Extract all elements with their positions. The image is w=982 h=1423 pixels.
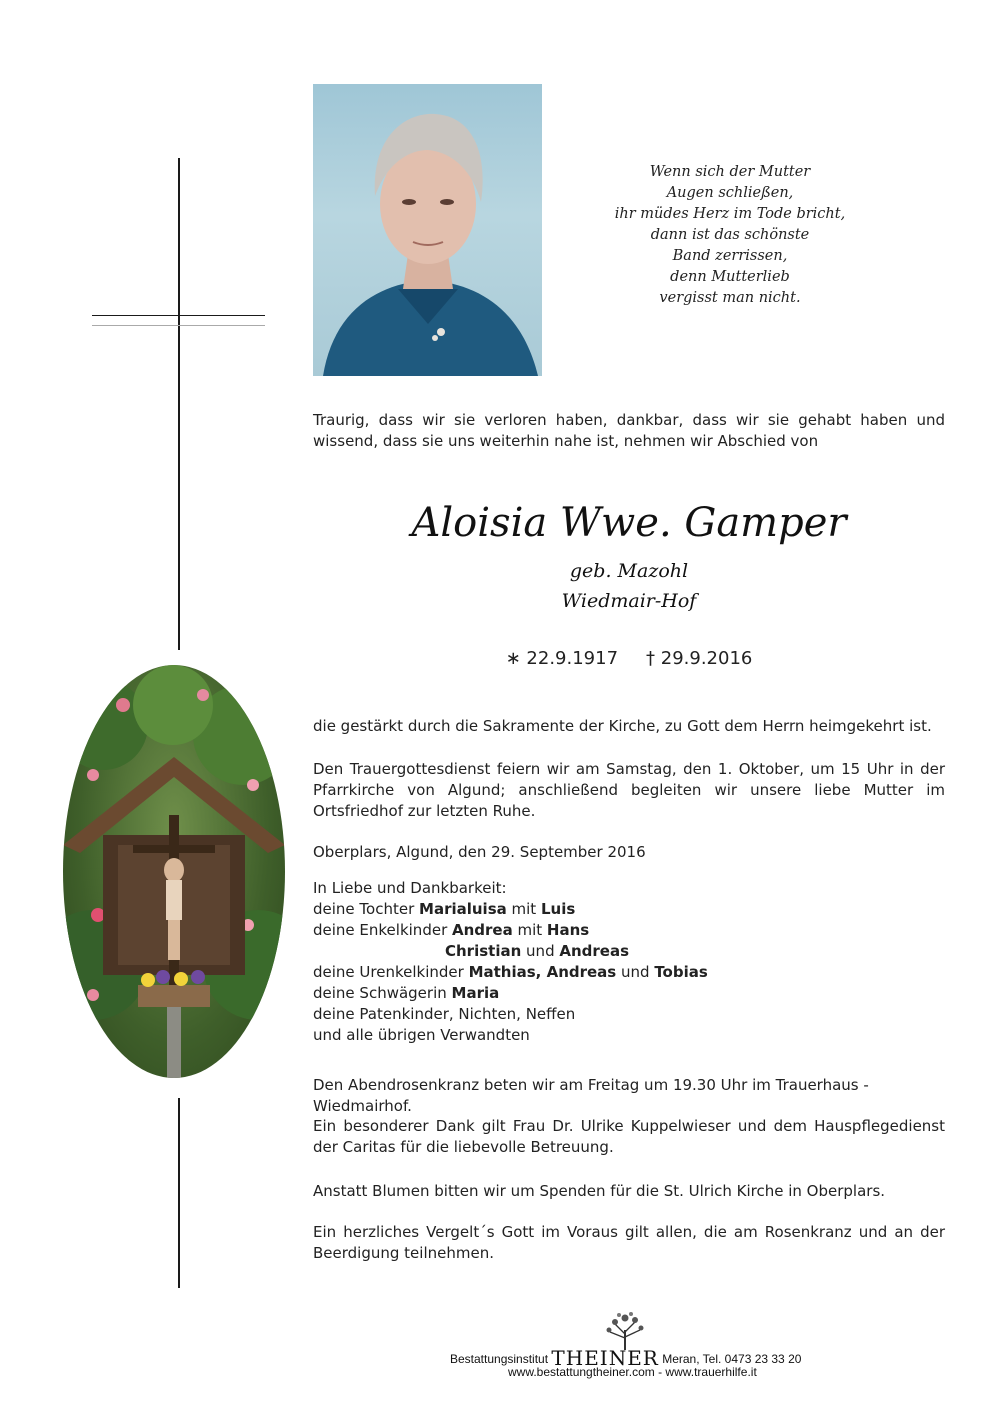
label: mit — [512, 921, 547, 939]
label: deine Enkelkinder — [313, 921, 452, 939]
name: Christian — [445, 942, 522, 960]
label: und — [521, 942, 560, 960]
family-godchildren: deine Patenkinder, Nichten, Neffen — [313, 1005, 576, 1023]
poem-line: ihr müdes Herz im Tode bricht, — [614, 206, 846, 222]
final-thanks-text: Ein herzliches Vergelt´s Gott im Voraus gilt allen, die am Rosenkranz und an der Beerdigung teilnehmen. — [313, 1223, 945, 1262]
farm-name: Wiedmair-Hof — [561, 590, 697, 612]
footer-prefix: Bestattungsinstitut — [450, 1352, 549, 1366]
life-dates — [313, 648, 945, 669]
name: Tobias — [654, 963, 708, 981]
label: und — [616, 963, 655, 981]
portrait-photo — [313, 84, 542, 376]
wayside-shrine-image — [63, 665, 285, 1078]
tree-logo-icon — [602, 1310, 648, 1350]
name: Hans — [546, 921, 590, 939]
cross-horizontal-dark — [92, 315, 265, 316]
poem-line: Band zerrissen, — [672, 248, 788, 264]
name: Andrea — [452, 921, 513, 939]
name: Luis — [540, 900, 576, 918]
cross-vertical-top — [178, 158, 180, 650]
cross-horizontal-light — [92, 325, 265, 326]
family-sister-in-law — [313, 983, 708, 1004]
sacraments-text: die gestärkt durch die Sakramente der Kirche, zu Gott dem Herrn heimgekehrt ist. — [313, 717, 932, 735]
death-date: † 29.9.2016 — [646, 648, 753, 669]
service-text: Den Trauergottesdienst feiern wir am Samstag, den 1. Oktober, um 15 Uhr in der Pfarrkirche von Algund; anschließend begleiten wir unsere liebe Mutter im Ortsfriedhof zur letzten Ruhe. — [313, 760, 945, 820]
thanks-text: Ein besonderer Dank gilt Frau Dr. Ulrike Kuppelwieser und dem Hauspflegedienst der Caritas für die liebevolle Betreuung. — [313, 1117, 945, 1156]
family-daughter — [313, 899, 708, 920]
family-great-grandchildren — [313, 962, 708, 983]
family-grandchildren-2 — [313, 941, 708, 962]
label: deine Schwägerin — [313, 984, 452, 1002]
poem-line: vergisst man nicht. — [659, 290, 801, 306]
intro-text: Traurig, dass wir sie verloren haben, dankbar, dass wir sie gehabt haben und wissend, dass sie uns weiterhin nahe ist, nehmen wir Abschied von — [313, 411, 945, 450]
poem — [600, 162, 860, 309]
born-name: geb. Mazohl — [569, 560, 689, 582]
cross-vertical-bottom — [178, 1098, 180, 1288]
birth-date: ∗ 22.9.1917 — [505, 648, 619, 669]
donations-text: Anstatt Blumen bitten wir um Spenden für die St. Ulrich Kirche in Oberplars. — [313, 1182, 886, 1200]
name: Marialuisa — [419, 900, 507, 918]
label: deine Urenkelkinder — [313, 963, 469, 981]
poem-line: denn Mutterlieb — [670, 269, 790, 285]
label: mit — [506, 900, 541, 918]
name: Maria — [451, 984, 500, 1002]
poem-line: Augen schließen, — [666, 185, 794, 201]
family-heading: In Liebe und Dankbarkeit: — [313, 879, 507, 897]
poem-line: dann ist das schönste — [650, 227, 810, 243]
family-grandchildren — [313, 920, 708, 941]
rosary-text: Den Abendrosenkranz beten wir am Freitag um 19.30 Uhr im Trauerhaus - Wiedmairhof. — [313, 1076, 869, 1115]
name: Andreas — [559, 942, 630, 960]
footer-web: www.bestattungtheiner.com - www.trauerhilfe.it — [508, 1365, 757, 1379]
family-relatives: und alle übrigen Verwandten — [313, 1026, 530, 1044]
footer-contact: Meran, Tel. 0473 23 33 20 — [662, 1352, 802, 1366]
family-list — [313, 878, 708, 1046]
name: Mathias, Andreas — [468, 963, 617, 981]
label: deine Tochter — [313, 900, 420, 918]
poem-line: Wenn sich der Mutter — [649, 164, 811, 180]
place-date-text: Oberplars, Algund, den 29. September 2016 — [313, 843, 646, 861]
footer-brand: THEINER — [551, 1346, 659, 1370]
deceased-name: Aloisia Wwe. Gamper — [411, 500, 847, 546]
